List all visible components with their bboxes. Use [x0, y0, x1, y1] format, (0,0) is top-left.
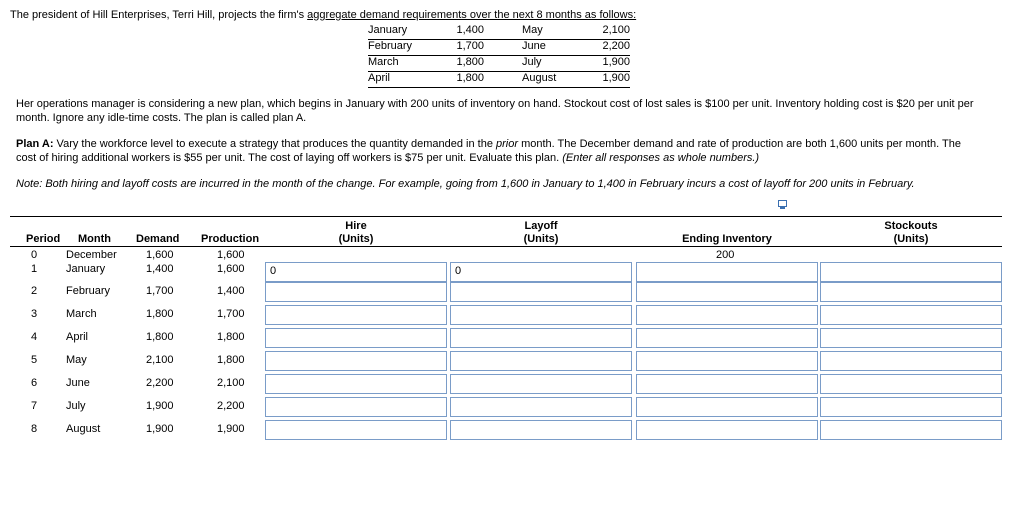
- stockouts-input[interactable]: [820, 282, 1002, 302]
- stockouts-input[interactable]: [820, 305, 1002, 325]
- layoff-input[interactable]: 0: [450, 262, 632, 282]
- demand-row: March 1,800 July 1,900: [368, 56, 630, 68]
- copy-icon[interactable]: [778, 200, 788, 210]
- paragraph-line: Her operations manager is considering a new plan, which begins in January with 200 units of inventory on hand. Stockout cost of lost sales is $100 per unit. Inventory holding cost is $20 per unit per: [16, 98, 974, 110]
- stockouts-input[interactable]: [820, 262, 1002, 282]
- header-month: Month: [78, 233, 111, 245]
- plan-a-line: Plan A: Vary the workforce level to execute a strategy that produces the quantity demanded in the prior month. The December demand and rate of production are both 1,600 units per month. The: [16, 138, 961, 150]
- paragraph-line: month. Ignore any idle-time costs. The plan is called plan A.: [16, 112, 307, 124]
- hire-input[interactable]: [265, 397, 447, 417]
- ending-inventory-input[interactable]: [636, 328, 818, 348]
- hire-input[interactable]: 0: [265, 262, 447, 282]
- initial-ending-inventory: 200: [716, 249, 735, 261]
- stockouts-input[interactable]: [820, 351, 1002, 371]
- layoff-input[interactable]: [450, 397, 632, 417]
- demand-table: [368, 24, 630, 88]
- plan-label: Plan A:: [16, 138, 54, 150]
- ending-inventory-input[interactable]: [636, 262, 818, 282]
- ending-inventory-input[interactable]: [636, 420, 818, 440]
- hire-input[interactable]: [265, 374, 447, 394]
- demand-row: April 1,800 August 1,900: [368, 72, 630, 84]
- hire-input[interactable]: [265, 282, 447, 302]
- demand-row: January 1,400 May 2,100: [368, 24, 630, 36]
- ending-inventory-input[interactable]: [636, 282, 818, 302]
- ending-inventory-input[interactable]: [636, 351, 818, 371]
- header-stockouts: Stockouts (Units): [884, 220, 938, 245]
- hire-input[interactable]: [265, 351, 447, 371]
- note-text: Note: Both hiring and layoff costs are incurred in the month of the change. For example, going from 1,600 in January to 1,400 in February incurs a cost of layoff for 200 units in February.: [16, 178, 915, 190]
- header-period: Period: [26, 233, 61, 245]
- layoff-input[interactable]: [450, 305, 632, 325]
- header-hire: Hire (Units): [338, 220, 374, 245]
- layoff-input[interactable]: [450, 351, 632, 371]
- demand-row: February 1,700 June 2,200: [368, 40, 630, 52]
- intro-underlined: aggregate demand requirements over the next 8 months as follows:: [307, 9, 637, 21]
- stockouts-input[interactable]: [820, 328, 1002, 348]
- layoff-input[interactable]: [450, 420, 632, 440]
- header-demand: Demand: [136, 233, 180, 245]
- layoff-input[interactable]: [450, 374, 632, 394]
- stockouts-input[interactable]: [820, 397, 1002, 417]
- hire-input[interactable]: [265, 420, 447, 440]
- header-ending-inventory: Ending Inventory: [682, 233, 772, 245]
- hire-input[interactable]: [265, 328, 447, 348]
- header-layoff: Layoff (Units): [523, 220, 559, 245]
- ending-inventory-input[interactable]: [636, 305, 818, 325]
- ending-inventory-input[interactable]: [636, 374, 818, 394]
- hire-input[interactable]: [265, 305, 447, 325]
- ending-inventory-input[interactable]: [636, 397, 818, 417]
- plan-a-line: cost of hiring additional workers is $55 per unit. The cost of laying off workers is $75 per unit. Evaluate this plan. (Enter all responses as whole numbers.): [16, 152, 760, 164]
- intro-text: The president of Hill Enterprises, Terri Hill, projects the firm's aggregate demand requirements over the next 8 months as follows:: [10, 9, 637, 21]
- layoff-input[interactable]: [450, 328, 632, 348]
- layoff-input[interactable]: [450, 282, 632, 302]
- stockouts-input[interactable]: [820, 374, 1002, 394]
- header-production: Production: [201, 233, 260, 245]
- stockouts-input[interactable]: [820, 420, 1002, 440]
